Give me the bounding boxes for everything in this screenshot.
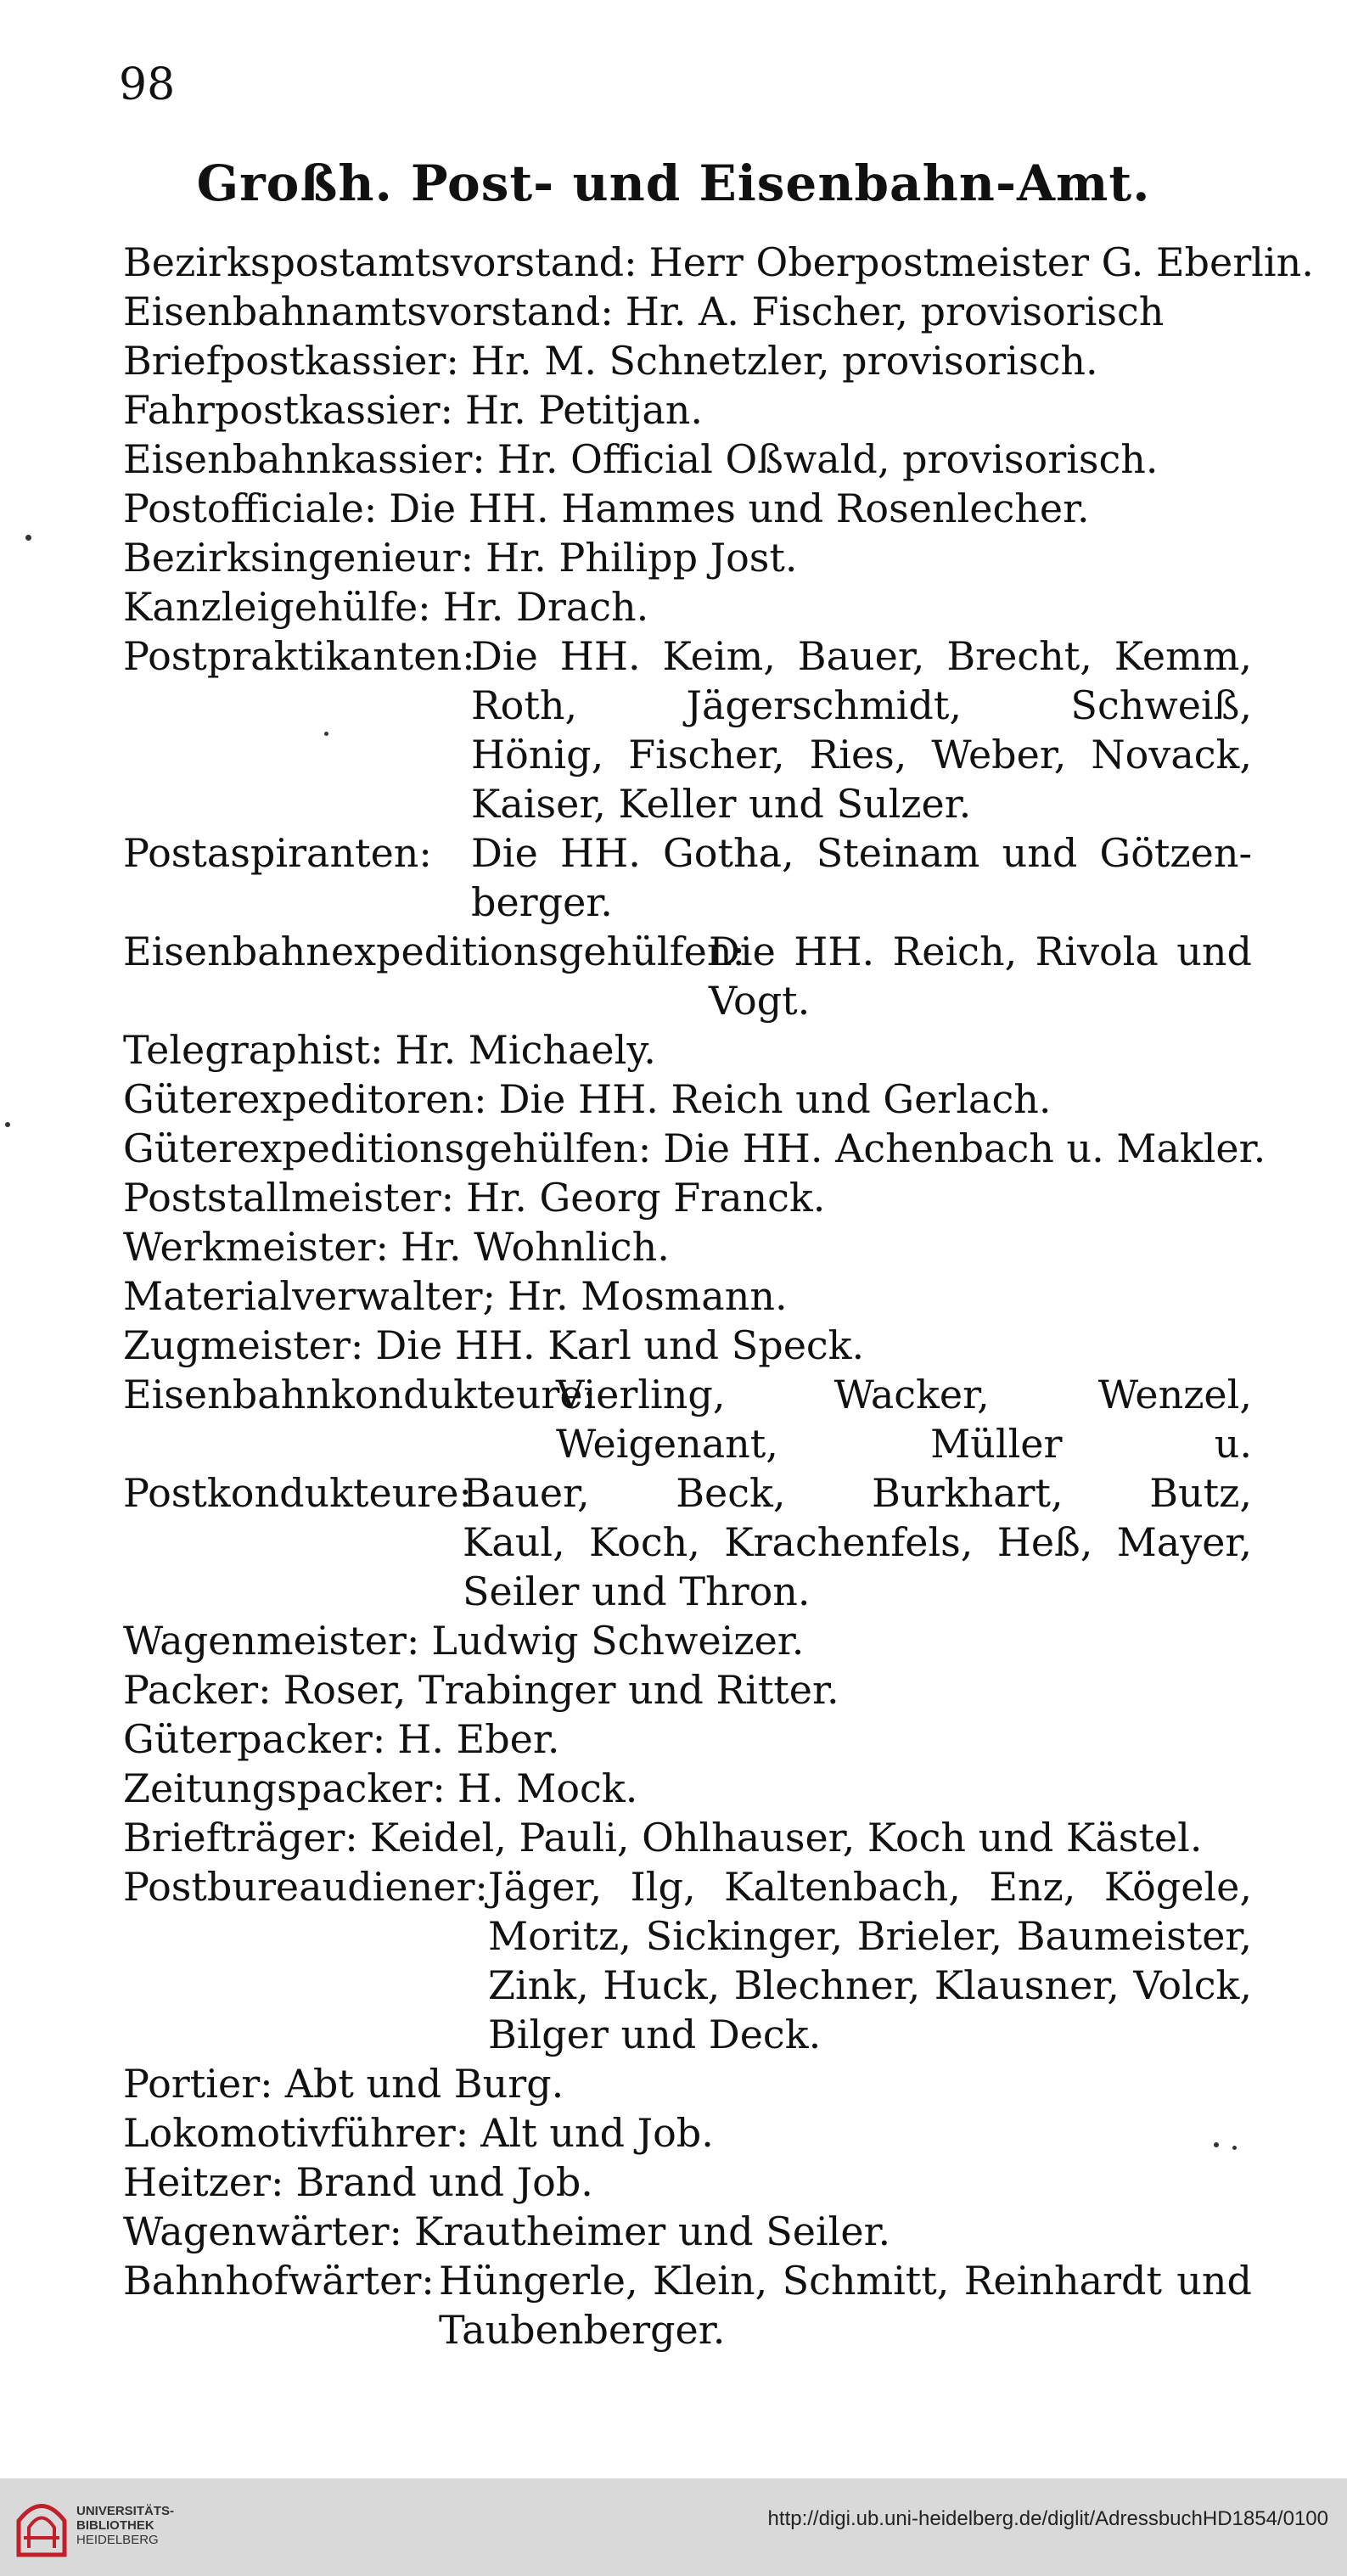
ink-speck — [25, 535, 31, 541]
entry-value-line: Hr. Philipp Jost. — [485, 535, 798, 581]
directory-entry — [123, 2256, 1252, 2354]
entry-value-line: H. Eber. — [397, 1716, 560, 1762]
entry-value-line: Hr. Mosmann. — [507, 1273, 788, 1319]
entry-label: Güterexpeditoren: — [123, 1076, 487, 1122]
entry-value-line: Ludwig Schweizer. — [431, 1618, 805, 1664]
directory-entry — [123, 1271, 1252, 1321]
entry-label: Briefträger: — [123, 1815, 358, 1860]
entry-value-line: Roser, Trabinger und Ritter. — [283, 1667, 839, 1713]
university-seal-icon — [12, 2487, 71, 2563]
entry-value-line: Vogt. — [709, 978, 811, 1024]
directory-entry — [123, 1370, 1252, 1468]
ink-speck — [1214, 2142, 1219, 2147]
entry-label: Fahrpostkassier: — [123, 387, 454, 433]
footer-bar — [0, 2478, 1347, 2576]
directory-entry — [123, 1173, 1252, 1222]
entry-value-line: Jäger, Ilg, Kaltenbach, Enz, Kögele, — [488, 1864, 1252, 1910]
library-line-2: BIBLIOTHEK — [76, 2518, 154, 2533]
entry-value-line: Hönig, Fischer, Ries, Weber, Novack, — [471, 732, 1252, 777]
entry-label: Materialverwalter; — [123, 1273, 496, 1319]
directory-entry — [123, 484, 1252, 533]
entry-label: Heitzer: — [123, 2159, 284, 2205]
entry-value-line: Die HH. Keim, Bauer, Brecht, Kemm, — [471, 633, 1252, 679]
source-url[interactable]: http://digi.ub.uni-heidelberg.de/diglit/AdressbuchHD1854/0100 — [767, 2507, 1328, 2530]
entry-value-line: Die HH. Karl und Speck. — [375, 1322, 865, 1368]
entry-value-line: Krautheimer und Seiler. — [414, 2208, 891, 2254]
entry-label: Zeitungspacker: — [123, 1765, 446, 1811]
entry-value-line: Kaiser, Keller und Sulzer. — [471, 781, 972, 827]
directory-entry — [123, 2059, 1252, 2108]
entry-value-line: Vierling, Wacker, Wenzel, — [556, 1372, 1252, 1417]
entry-value-line: Hr. Official Oßwald, provisorisch. — [497, 436, 1159, 482]
entry-label: Wagenmeister: — [123, 1618, 420, 1664]
directory-entry — [123, 1813, 1252, 1862]
entry-label: Bezirksingenieur: — [123, 535, 474, 581]
directory-entry — [123, 1321, 1252, 1370]
entry-label: Eisenbahnamtsvorstand: — [123, 289, 614, 334]
entry-label: Güterexpeditionsgehülfen: — [123, 1125, 652, 1171]
directory-entry — [123, 2108, 1252, 2158]
entry-value-line: Hr. M. Schnetzler, provisorisch. — [470, 338, 1098, 384]
directory-entry — [123, 1124, 1266, 1173]
directory-entry — [123, 1862, 1252, 2059]
entry-label: Portier: — [123, 2061, 273, 2107]
entry-value-line: Hr. Drach. — [442, 584, 649, 630]
directory-entry — [123, 1468, 1252, 1616]
ink-speck — [324, 732, 328, 736]
entry-value-line: Hr. Georg Franck. — [466, 1175, 826, 1221]
page-number: 98 — [119, 59, 176, 110]
entry-value-line: Keidel, Pauli, Ohlhauser, Koch und Kästel. — [369, 1815, 1203, 1860]
entry-label: Bahnhofwärter: — [123, 2258, 435, 2304]
directory-entry — [123, 1616, 1252, 1665]
entry-value-line: Hr. Michaely. — [395, 1027, 656, 1073]
directory-entry — [123, 336, 1252, 385]
directory-entry — [123, 238, 1314, 287]
entry-label: Wagenwärter: — [123, 2208, 402, 2254]
entry-value-line: Herr Oberpostmeister G. Eberlin. — [648, 239, 1314, 285]
directory-entry — [123, 1715, 1252, 1764]
entry-value-line: Die HH. Gotha, Steinam und Götzen- — [471, 830, 1252, 876]
library-line-1: UNIVERSITÄTS- — [76, 2504, 175, 2518]
directory-entry — [123, 287, 1252, 336]
entry-value-line: Die HH. Achenbach u. Makler. — [663, 1125, 1266, 1171]
directory-entry — [123, 1025, 1252, 1075]
entry-label: Eisenbahnkassier: — [123, 436, 485, 482]
library-name — [76, 2504, 174, 2547]
entry-value-line: Die HH. Reich und Gerlach. — [498, 1076, 1052, 1122]
entry-value-line: Moritz, Sickinger, Brieler, Baumeister, — [488, 1913, 1252, 1959]
entry-value-line: Abt und Burg. — [284, 2061, 564, 2107]
directory-entry — [123, 1075, 1252, 1124]
entry-label: Eisenbahnexpeditionsgehülfen: — [123, 929, 745, 974]
entry-label: Postbureaudiener: — [123, 1864, 488, 1910]
entry-label: Packer: — [123, 1667, 272, 1713]
entries-list — [123, 238, 1314, 2354]
page-title: Großh. Post- und Eisenbahn-Amt. — [196, 154, 1151, 212]
entry-label: Eisenbahnkondukteure: — [123, 1372, 597, 1417]
ink-speck — [5, 1122, 10, 1127]
entry-value-line: Hr. Petitjan. — [465, 387, 704, 433]
directory-entry — [123, 435, 1252, 484]
entry-value-line: berger. — [471, 879, 613, 925]
entry-value-line: Bilger und Deck. — [488, 2012, 822, 2057]
entry-label: Bezirkspostamtsvorstand: — [123, 239, 637, 285]
entry-value-line: Alt und Job. — [480, 2110, 714, 2156]
entry-value-line: Hr. Wohnlich. — [400, 1224, 670, 1270]
entry-label: Postpraktikanten: — [123, 633, 475, 679]
entry-label: Güterpacker: — [123, 1716, 386, 1762]
ink-speck — [1232, 2146, 1237, 2150]
entry-label: Postofficiale: — [123, 485, 378, 531]
directory-entry — [123, 828, 1252, 927]
entry-value-line: Die HH. Hammes und Rosenlecher. — [389, 485, 1090, 531]
entry-value-line: Die HH. Reich, Rivola und — [709, 929, 1252, 974]
entry-label: Postkondukteure: — [123, 1470, 473, 1516]
entry-label: Poststallmeister: — [123, 1175, 455, 1221]
entry-label: Werkmeister: — [123, 1224, 389, 1270]
entry-label: Zugmeister: — [123, 1322, 364, 1368]
entry-label: Lokomotivführer: — [123, 2110, 469, 2156]
entry-value-line: Weigenant, Müller u. — [556, 1421, 1252, 1467]
entry-value-line: H. Mock. — [457, 1765, 638, 1811]
directory-entry — [123, 2158, 1252, 2207]
entry-label: Postaspiranten: — [123, 830, 432, 876]
library-line-3: HEIDELBERG — [76, 2533, 159, 2547]
entry-label: Kanzleigehülfe: — [123, 584, 431, 630]
directory-entry — [123, 927, 1252, 1025]
directory-entry — [123, 1222, 1252, 1271]
entry-value-line: Hr. A. Fischer, provisorisch — [625, 289, 1165, 334]
directory-entry — [123, 2207, 1252, 2256]
entry-value-line: Seiler und Thron. — [463, 1569, 811, 1614]
directory-entry — [123, 1764, 1252, 1813]
entry-value-line: Brand und Job. — [295, 2159, 593, 2205]
entry-label: Briefpostkassier: — [123, 338, 459, 384]
entry-value-line: Kaul, Koch, Krachenfels, Heß, Mayer, — [463, 1519, 1252, 1565]
entry-value-line: Bauer, Beck, Burkhart, Butz, — [463, 1470, 1252, 1516]
entry-value-line: Zink, Huck, Blechner, Klausner, Volck, — [488, 1962, 1252, 2008]
directory-entry — [123, 1665, 1252, 1715]
directory-entry — [123, 385, 1252, 435]
directory-entry — [123, 631, 1252, 828]
entry-value-line: Roth, Jägerschmidt, Schweiß, — [471, 682, 1252, 728]
entry-value-line: Hüngerle, Klein, Schmitt, Reinhardt und — [439, 2258, 1252, 2304]
directory-entry — [123, 533, 1252, 582]
entry-value-line: Taubenberger. — [439, 2307, 726, 2353]
entry-label: Telegraphist: — [123, 1027, 384, 1073]
directory-entry — [123, 582, 1252, 631]
